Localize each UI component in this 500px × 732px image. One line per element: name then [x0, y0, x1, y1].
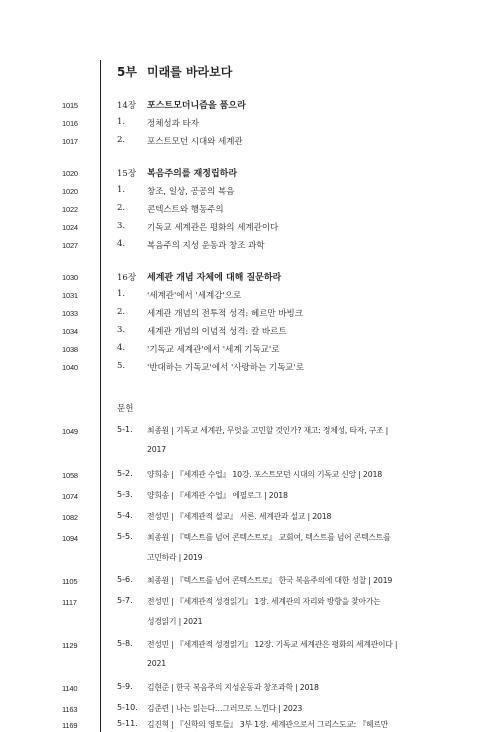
- reference-number: 5-5.: [117, 532, 133, 541]
- part-number: 5부: [117, 65, 137, 79]
- section-row: [0, 360, 500, 376]
- page-number: 1105: [62, 577, 78, 586]
- reference-text-continued: 고민하라 | 2019: [147, 553, 203, 562]
- section-number: 2.: [117, 135, 126, 145]
- reference-text-continued: 성경읽기 | 2021: [147, 617, 203, 626]
- reference-entry: [0, 718, 500, 732]
- reference-number: 5-2.: [117, 469, 133, 478]
- page-number: 1129: [62, 641, 78, 650]
- reference-number: 5-4.: [117, 511, 133, 520]
- section-title: '세계관'에서 '세계감'으로: [147, 291, 242, 301]
- reference-number: 5-6.: [117, 575, 133, 584]
- chapter-title: 포스트모더니즘을 품으라: [147, 101, 246, 111]
- reference-text: 양희송 | 『세계관 수업』 10강. 포스트모던 시대의 기독교 신앙 | 2018: [147, 470, 382, 479]
- page-number: 1027: [62, 241, 78, 250]
- chapter-title: 세계관 개념 자체에 대해 질문하라: [147, 273, 282, 283]
- page-number: 1024: [62, 223, 78, 232]
- section-title: 세계관 개념의 전투적 성격: 헤르만 바빙크: [147, 309, 303, 319]
- page-number: 1082: [62, 513, 78, 522]
- section-title: 복음주의 지성 운동과 창조 과학: [147, 241, 265, 251]
- references-heading: 문헌: [117, 404, 134, 414]
- reference-text: 양희송 | 『세계관 수업』 에필로그 | 2018: [147, 491, 288, 500]
- section-row: [0, 184, 500, 200]
- vertical-rule: [100, 60, 101, 732]
- page-number: 1169: [62, 721, 78, 730]
- section-row: [0, 342, 500, 358]
- page-number: 1031: [62, 291, 78, 300]
- reference-text-continued: 2017: [147, 445, 167, 454]
- section-title: '기독교 세계관'에서 '세계 기독교'로: [147, 345, 280, 355]
- section-number: 4.: [117, 239, 126, 249]
- section-number: 1.: [117, 289, 126, 299]
- reference-text: 김준련 | 나는 읽는다…그러므로 느낀다 | 2023: [147, 704, 303, 713]
- chapter-number: 15장: [117, 169, 137, 179]
- section-row: [0, 220, 500, 236]
- chapter-row: [0, 270, 500, 286]
- section-number: 3.: [117, 325, 126, 335]
- reference-text-continued: 2021: [147, 659, 167, 668]
- page-number: 1020: [62, 169, 78, 178]
- page-number: 1033: [62, 309, 78, 318]
- section-title: '반대하는 기독교'에서 '사랑하는 기독교'로: [147, 363, 305, 373]
- chapter-number: 14장: [117, 101, 137, 111]
- section-number: 1.: [117, 185, 126, 195]
- reference-text: 전성민 | 『세계관적 성경읽기』 1장. 세계관의 자리와 방향을 찾아가는: [147, 597, 381, 606]
- section-number: 4.: [117, 343, 126, 353]
- reference-text: 최종원 | 『텍스트를 넘어 콘텍스트로』 한국 복음주의에 대한 성찰 | 2019: [147, 576, 393, 585]
- section-title: 세계관 개념의 이념적 성격: 칼 바르트: [147, 327, 287, 337]
- reference-number: 5-3.: [117, 490, 133, 499]
- reference-text: 최종원 | 『텍스트를 넘어 콘텍스트로』 교회여, 텍스트를 넘어 콘텍스트를: [147, 533, 391, 542]
- section-number: 5.: [117, 361, 126, 371]
- section-title: 콘텍스트와 행동주의: [147, 205, 224, 215]
- reference-number: 5-8.: [117, 639, 133, 648]
- section-row: [0, 306, 500, 322]
- section-row: [0, 202, 500, 218]
- page-number: 1022: [62, 205, 78, 214]
- reference-text: 김현준 | 한국 복음주의 지성운동과 창조과학 | 2018: [147, 683, 319, 692]
- reference-text: 전성민 | 『세계관적 성경읽기』 12장. 기독교 세계관은 평화의 세계관이다 |: [147, 640, 398, 649]
- page-number: 1163: [62, 705, 78, 714]
- section-row: [0, 288, 500, 304]
- chapter-number: 16장: [117, 273, 137, 283]
- chapter-title: 복음주의를 재정립하라: [147, 169, 238, 179]
- section-title: 정체성과 타자: [147, 119, 199, 129]
- section-row: [0, 238, 500, 254]
- reference-text: 김진혁 | 『신학의 영토들』 3부 1장. 세계관으로서 그리스도교: 『헤르만: [147, 720, 388, 729]
- page-number: 1034: [62, 327, 78, 336]
- page-number: 1040: [62, 363, 78, 372]
- page-number: 1030: [62, 273, 78, 282]
- page-number: 1017: [62, 137, 78, 146]
- part-title: 미래를 바라보다: [147, 65, 233, 79]
- section-number: 2.: [117, 203, 126, 213]
- section-number: 2.: [117, 307, 126, 317]
- reference-number: 5-9.: [117, 682, 133, 691]
- page-number: 1058: [62, 471, 78, 480]
- page-number: 1140: [62, 684, 78, 693]
- reference-number: 5-11.: [117, 719, 138, 728]
- page-number: 1074: [62, 492, 78, 501]
- page-number: 1038: [62, 345, 78, 354]
- section-row: [0, 324, 500, 340]
- reference-text: 전성민 | 『세계관적 설교』 서론. 세계관과 설교 | 2018: [147, 512, 332, 521]
- section-row: [0, 134, 500, 150]
- page-number: 1049: [62, 427, 78, 436]
- page-number: 1015: [62, 101, 78, 110]
- reference-number: 5-7.: [117, 596, 133, 605]
- reference-number: 5-10.: [117, 703, 138, 712]
- page-number: 1020: [62, 187, 78, 196]
- page-number: 1117: [62, 598, 77, 607]
- chapter-row: [0, 166, 500, 182]
- section-title: 기독교 세계관은 평화의 세계관이다: [147, 223, 279, 233]
- page-number: 1016: [62, 119, 78, 128]
- reference-number: 5-1.: [117, 425, 133, 434]
- section-number: 3.: [117, 221, 126, 231]
- page-number: 1094: [62, 534, 78, 543]
- section-title: 창조, 일상, 공공의 복음: [147, 187, 235, 197]
- section-number: 1.: [117, 117, 126, 127]
- section-title: 포스트모던 시대와 세계관: [147, 137, 243, 147]
- reference-text: 최종원 | 기독교 세계관, 무엇을 고민할 것인가? 재고: 정체성, 타자, 구조 |: [147, 426, 389, 435]
- chapter-row: [0, 98, 500, 114]
- section-row: [0, 116, 500, 132]
